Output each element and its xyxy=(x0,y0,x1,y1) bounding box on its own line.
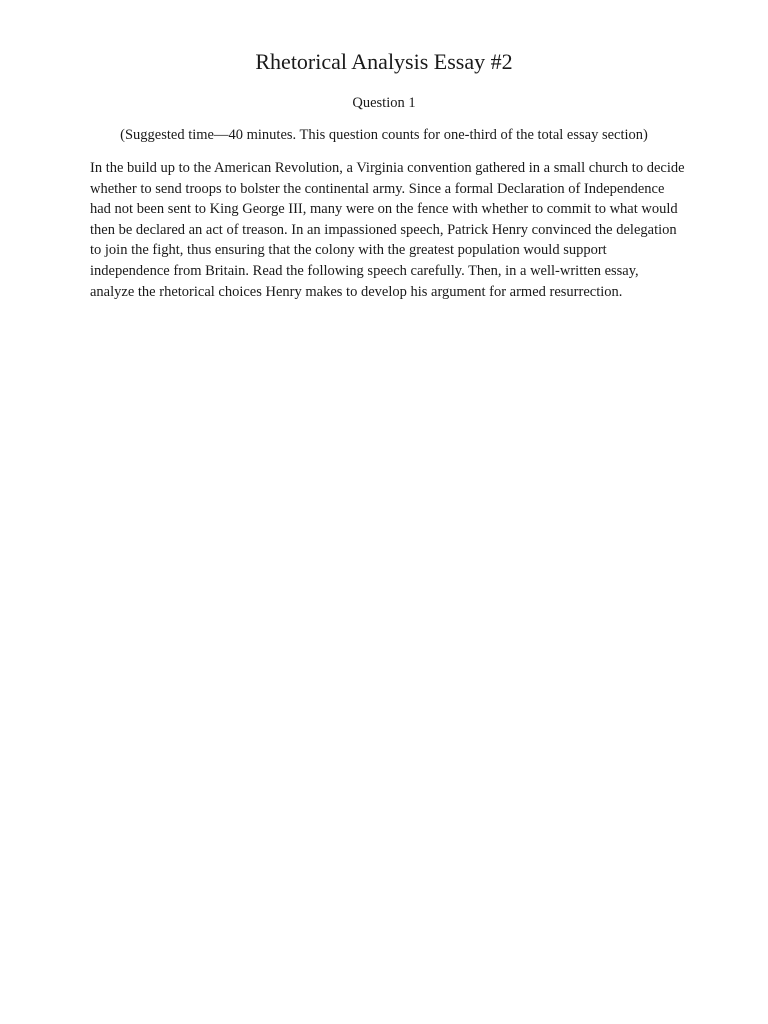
page-title: Rhetorical Analysis Essay #2 xyxy=(255,49,513,74)
instructions-text: (Suggested time—40 minutes. This question counts for one-third of the total essay section) xyxy=(120,127,648,143)
prompt-paragraph: In the build up to the American Revolution, a Virginia convention gathered in a small church to decide whether to send troops to bolster the continental army. Since a formal Declaration of Independence had not been sent to King George III, many were on the fence with whether to commit to what would then be declared an act of treason. In an impassioned speech, Patrick Henry convinced the delegation to join the fight, thus ensuring that the colony with the greatest population would support independence from Britain. Read the following speech carefully. Then, in a well-written essay, analyze the rhetorical choices Henry makes to develop his argument for armed resurrection. xyxy=(90,160,685,300)
question-label: Question 1 xyxy=(352,95,416,111)
